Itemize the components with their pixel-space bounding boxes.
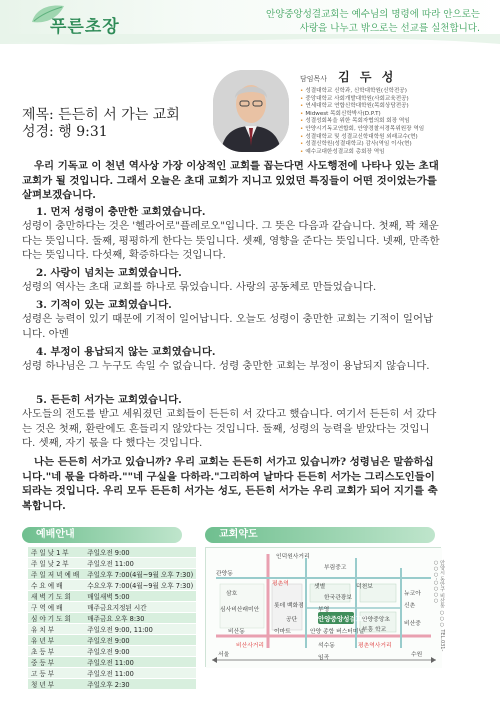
map-label-cheol: 롯데 백화점 [274,603,304,609]
table-row [28,580,196,591]
service-time: 주일오전 11:00 [84,668,196,679]
service-time: 수요오후 7:00(4월~9월 오후 7:30) [84,580,196,591]
point-heading: 4. 부정이 용납되지 않는 교회였습니다. [36,346,216,358]
map-label-seoul: 서울 [218,652,230,658]
pastor-photo [213,70,289,152]
service-time: 주일오전 9:00 [84,635,196,646]
table-row [28,591,196,602]
table-row [28,657,196,668]
table-row [28,613,196,624]
service-name: 초등부 [28,646,84,657]
church-motto [220,8,480,36]
table-row [28,635,196,646]
church-contact-info: 안양시 동안구 비산동 ○○○ TEL.031-○○○-○○○○ [433,560,445,652]
bulletin-title: 푸른초장 [50,17,120,37]
service-time: 주일오전 11:00 [84,657,196,668]
point-body: 성령의 역사는 초대 교회를 하나로 묶었습니다. 사랑의 공동체로 만들었습니다. [22,281,377,293]
service-time: 주일오전 9:00 [84,547,196,558]
service-time: 매주금요 오후 8:30 [84,613,196,624]
service-time: 매일새벽 5:00 [84,591,196,602]
worship-schedule-table [28,547,196,690]
service-name: 수요예배 [28,580,84,591]
motto-line: 안양중앙성결교회는 예수님의 명령에 따라 안으로는 [266,9,480,20]
map-label-budong: 부영 [318,607,330,613]
service-time: 주일오후 7:00(4월~9월 오후 7:30) [84,569,196,580]
service-name: 중등부 [28,657,84,668]
map-label-church: 안양중앙성결교회 [318,615,369,623]
table-row [28,668,196,679]
sermon-point-5 [22,393,440,451]
table-row [28,624,196,635]
sermon-point-3 [22,298,440,341]
sermon-point-4 [22,345,440,374]
map-label-newcore: 뉴코아 [404,591,421,597]
service-name: 고등부 [28,668,84,679]
point-body: 성령은 능력이 있기 때문에 기적이 일어납니다. 오늘도 성령이 충만한 교회는 기적이 일어납니다. 아멘 [22,313,434,340]
pastor-name: 김 두 성 [338,70,397,84]
service-time: 주일오전 9:00, 11:00 [84,624,196,635]
map-label-gwanyang: 관양동 [216,571,233,577]
pastor-info [300,66,490,156]
map-label-emart: 이마트 [274,629,291,635]
service-name: 새벽기도회 [28,591,84,602]
service-name: 주일낮1부 [28,547,84,558]
point-body: 성령 하나님은 그 누구도 속일 수 없습니다. 성령 충만한 교회는 부정이 용납되지 않습니다. [22,360,430,372]
table-row [28,547,196,558]
directions-heading: 교회약도 [205,527,435,543]
credential-item: • 예수교대한성결교회 총회장 역임 [300,149,490,157]
pastor-portrait-icon [213,70,289,152]
map-label-indeok: 인덕원사거리 [276,554,310,560]
credential-item: • 중앙대학교 사회개발대학원(사회교육전공) [300,96,490,104]
table-row [28,602,196,613]
table-row [28,569,196,580]
credential-item: • 안양시기독교연합회, 안양경찰서경목위원장 역임 [300,126,490,134]
map-label-kaeul: 샛별 [314,584,326,590]
sermon-intro: 우리 기독교 이 천년 역사상 가장 이상적인 교회를 꼽는다면 사도행전에 나타나 있는 초대 교회가 될 것입니다. 그래서 오늘은 초대 교회가 지니고 있었던 특징들이 어떤 것이었는가를 살펴보겠습니다. [22,160,439,202]
table-row [28,558,196,569]
sermon-title: 제목: 든든히 서 가는 교회 [22,107,180,123]
map-label-gongdan: 공단 [286,617,298,623]
service-name: 유년부 [28,635,84,646]
sermon-point-1 [22,205,440,263]
service-name: 주일저녁예배 [28,569,84,580]
map-label-pyeongchon: 평촌역 [272,581,289,587]
map-label-simsan: 심사비산래미안 [220,607,260,613]
map-label-terminal: 안양 종합 버스터미널 [310,629,365,635]
map-label-cheongwon: 신촌 [404,603,416,609]
point-heading: 5. 든든히 서가는 교회였습니다. [36,394,182,406]
map-label-post: 한국관광보 [324,595,352,601]
map-label-namu: 부흥 학교 [362,627,387,633]
service-time: 매주금요지정된 시간 [84,602,196,613]
map-label-hanam: 안양중앙초 [362,617,390,623]
map-label-imgok: 임곡 [318,655,330,661]
service-name: 심야기도회 [28,613,84,624]
pastor-credentials [300,88,490,156]
map-label-jeonggol: 평촌역사거리 [358,643,392,649]
credential-item: • 연세대학교 연합신학대학원(목회상담전공) [300,103,490,111]
point-heading: 2. 사랑이 넘치는 교회였습니다. [36,267,182,279]
credential-item: • 성결신학원(성결대학교) 감사(역임 이사(현) [300,141,490,149]
map-label-bisan: 비산동 [228,629,245,635]
sermon-point-2 [22,266,440,295]
motto-line: 사랑을 나누고 밖으로는 선교를 실천합니다. [299,23,480,34]
point-heading: 1. 먼저 성령이 충만한 교회였습니다. [36,206,206,218]
church-location-map [205,547,441,667]
service-name: 주일낮2부 [28,558,84,569]
map-label-bisanunder: 비산사거리 [236,643,264,649]
point-heading: 3. 기적이 있는 교회였습니다. [36,299,172,311]
service-name: 청년부 [28,679,84,690]
map-label-samho: 삼호 [226,591,238,597]
pastor-role: 담임목사 [300,75,328,83]
credential-item: • Midwest 목회신학박사(D.P.T) [300,111,490,119]
service-name: 유치부 [28,624,84,635]
map-label-dongeon: 덕천보 [356,584,373,590]
map-label-suwon: 수원 [411,652,423,658]
sermon-closing: 나는 든든히 서가고 있습니까? 우리 교회는 든든히 서가고 있습니까? 성령님은 말씀하십니다."네 몫을 다하라.""네 구실을 다하라."그리하여 날마다 든든히 서가는 그리스도인들이 되라는 것입니다. 우리 모두 든든히 서가는 성도, 든든히 서가는 우리 교회가 되어 지기를 축복합니다. [22,456,438,512]
sermon-scripture: 성경: 행 9:31 [22,124,108,140]
service-time: 주일오후 2:30 [84,679,196,690]
table-row [28,679,196,690]
map-label-bisanjr: 비산중 [404,621,421,627]
map-label-seokdong: 석수동 [318,643,335,649]
point-body: 사도들의 전도를 받고 세워졌던 교회들이 든든히 서 갔다고 했습니다. 여기서 든든히 서 갔다는 것은 첫째, 환란에도 흔들리지 않았다는 것입니다. 둘째, 성령의 능력을 받았다는 것입니다. 셋째, 자기 몫을 다 했다는 것입니다. [22,408,437,450]
service-time: 주일오전 9:00 [84,646,196,657]
worship-heading: 예배안내 [22,527,182,543]
table-row [28,646,196,657]
service-name: 구역예배 [28,602,84,613]
credential-item: • 성결성회복을 위한 목회자협의회 회장 역임 [300,118,490,126]
credential-item: • 성결대학교 및 성결교신학대학원 외래교수(현) [300,134,490,142]
point-body: 성령이 충만하다는 것은 '헬라어로"플레로오"입니다. 그 뜻은 다음과 같습니다. 첫째, 꽉 채운다는 뜻입니다. 둘째, 평평하게 한다는 뜻입니다. 셋째, 영향을 준다는 뜻입니다. 넷째, 만족한다는 뜻입니다. 다섯째, 확증하다는 것입니다. [22,220,440,262]
map-label-buheung: 부림중고 [324,565,347,571]
credential-item: • 성결대학교 신학과, 신학대학원(신학전공) [300,88,490,96]
service-time: 주일오전 11:00 [84,558,196,569]
